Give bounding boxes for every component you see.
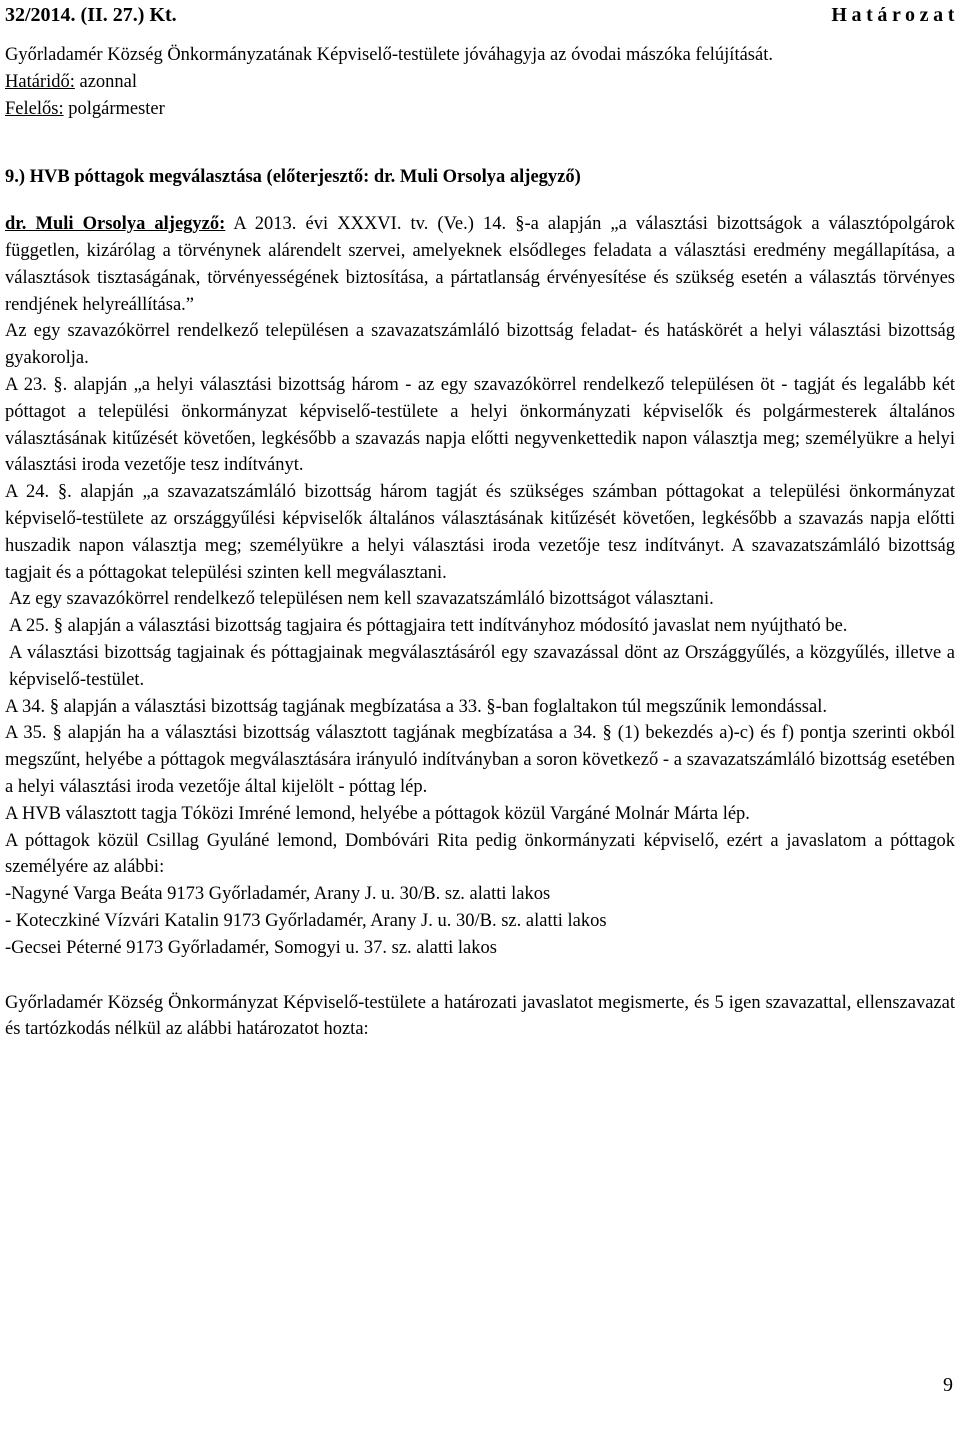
speaker-name: dr. Muli Orsolya aljegyző: xyxy=(5,214,226,235)
paragraph-1-text: A 2013. évi XXXVI. tv. (Ve.) 14. §-a alapján „a választási bizottságok a választópolgárok független, kizárólag a törvénynek alárendelt szervei, amelyeknek elsődleges feladata a választási eredmény megállapítása, a választások tisztaságának, törvényességének biztosítása, a pártatlanság érvényesítése és szükség esetén a választás törvényes rendjének helyreállítása.” xyxy=(5,214,955,315)
deadline-value: azonnal xyxy=(74,71,138,92)
nominee-line: - Koteczkiné Vízvári Katalin 9173 Győrladamér, Arany J. u. 30/B. sz. alatti lakos xyxy=(5,910,607,931)
paragraph-8: A 34. § alapján a választási bizottság tagjának megbízatása a 33. §-ban foglaltakon túl megszűnik lemondással. xyxy=(5,696,827,717)
closing-paragraph: Győrladamér Község Önkormányzat Képviselő-testülete a határozati javaslatot megismerte, és 5 igen szavazattal, ellenszavazat és tartózkodás nélkül az alábbi határozatot hozta: xyxy=(5,992,955,1040)
deadline-label: Határidő: xyxy=(5,71,75,92)
paragraph-11: A póttagok közül Csillag Gyuláné lemond, Dombóvári Rita pedig önkormányzati képviselő, ezért a javaslatom a póttagok személyére az alábbi: xyxy=(5,830,955,878)
spacer xyxy=(5,28,955,42)
paragraph-9: A 35. § alapján ha a választási bizottság választott tagjának megbízatása a 34. § (1) bekezdés a)-c) és f) pontja szerinti okból megszűnt, helyébe a póttagok megválasztására irányuló indítványban a soron következő - a szavazatszámláló bizottság esetében a helyi választási iroda vezetője által kijelölt - póttag lép. xyxy=(5,723,955,797)
document-page xyxy=(5,0,959,1043)
responsible-label: Felelős: xyxy=(5,98,64,119)
responsible-line xyxy=(5,96,955,123)
resolution-number: 32/2014. (II. 27.) Kt. xyxy=(5,4,177,26)
spacer xyxy=(5,122,955,164)
deadline-line xyxy=(5,69,955,96)
paragraph-3: A 23. §. alapján „a helyi választási bizottság három - az egy szavazókörrel rendelkező településen öt - tagját és legalább két póttagot a települési önkormányzat képviselő-testülete a helyi önkormányzati képviselők és polgármesterek általános választásának kitűzését követően, legkésőbb a szavazás napja előtti negyvenkettedik napon választja meg; személyükre a helyi választási iroda vezetője tesz indítványt. xyxy=(5,374,955,476)
spacer xyxy=(5,191,955,211)
page-number: 9 xyxy=(943,1374,953,1396)
resolution-title: Határozat xyxy=(831,4,959,26)
paragraph-10: A HVB választott tagja Tóközi Imréné lemond, helyébe a póttagok közül Vargáné Molnár Márta lép. xyxy=(5,803,750,824)
page-header xyxy=(5,2,959,28)
paragraph-5: Az egy szavazókörrel rendelkező településen nem kell szavazatszámláló bizottságot választani. xyxy=(9,589,714,610)
paragraph-4: A 24. §. alapján „a szavazatszámláló bizottság három tagját és szükséges számban póttagokat a települési önkormányzat képviselő-testülete az országgyűlési képviselők általános választásának kitűzését követően, legkésőbb a szavazás napja előtti huszadik napon választja meg; személyükre a helyi választási iroda vezetője tesz indítványt. A szavazatszámláló bizottság tagjait és a póttagokat települési szinten kell megválasztani. xyxy=(5,482,955,583)
nominee-line: -Gecsei Péterné 9173 Győrladamér, Somogyi u. 37. sz. alatti lakos xyxy=(5,937,497,958)
paragraph-2: Az egy szavazókörrel rendelkező településen a szavazatszámláló bizottság feladat- és hatáskörét a helyi választási bizottság gyakorolja. xyxy=(5,321,955,369)
spacer xyxy=(5,962,955,990)
responsible-value: polgármester xyxy=(63,98,165,119)
agenda-heading: 9.) HVB póttagok megválasztása (előterjesztő: dr. Muli Orsolya aljegyző) xyxy=(5,167,581,188)
paragraph-7: A választási bizottság tagjainak és póttagjainak megválasztásáról egy szavazással dönt az Országgyűlés, a közgyűlés, illetve a képviselő-testület. xyxy=(9,642,955,690)
paragraph-6: A 25. § alapján a választási bizottság tagjaira és póttagjaira tett indítványhoz módosító javaslat nem nyújtható be. xyxy=(9,616,848,637)
paragraph-1 xyxy=(5,211,955,318)
nominee-line: -Nagyné Varga Beáta 9173 Győrladamér, Arany J. u. 30/B. sz. alatti lakos xyxy=(5,884,551,905)
resolution-text: Győrladamér Község Önkormányzatának Képviselő-testülete jóváhagyja az óvodai mászóka felújítását. xyxy=(5,45,773,65)
